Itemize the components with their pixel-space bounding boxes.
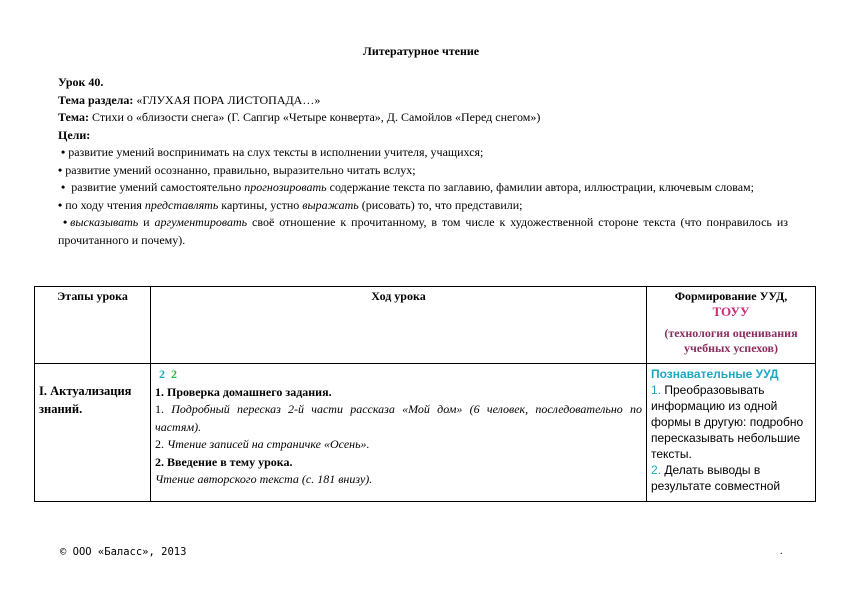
goal-1-text: развитие умений воспринимать на слух тексты в исполнении учителя, учащихся; xyxy=(68,145,484,159)
header-course: Ход урока xyxy=(151,287,647,364)
header-uud xyxy=(647,287,816,364)
homework-item-2-text: Чтение записей на страничке «Осень». xyxy=(167,437,370,451)
goal-4 xyxy=(58,197,788,215)
uud-item-2-text: Делать выводы в результате совместной xyxy=(651,463,781,493)
homework-item-2-num: 2. xyxy=(155,437,164,451)
uud-item-2-num: 2. xyxy=(651,463,662,477)
header-uud-line1: Формирование УУД, xyxy=(674,289,788,303)
goal-3-text-c: содержание текста по заглавию, фамилии автора, иллюстрации, ключевым словам; xyxy=(326,180,754,194)
uud-item-2 xyxy=(651,462,811,494)
lesson-table xyxy=(34,286,816,502)
table-header-row xyxy=(35,287,816,364)
goal-3-text-b: прогнозировать xyxy=(244,180,327,194)
homework-item-1-num: 1. xyxy=(155,402,164,416)
section-label: Тема раздела: xyxy=(58,92,134,107)
intro-text: Чтение авторского текста (с. 181 внизу). xyxy=(155,472,373,486)
page-title: Литературное чтение xyxy=(362,44,480,58)
bullet-icon: • xyxy=(58,162,63,177)
goal-4-text-a: по ходу чтения xyxy=(65,197,145,212)
goal-5-text-d: своё отношение к прочитанному, в том числе к художественной стороне текста (что понравилось из прочитанного и почему). xyxy=(58,215,789,247)
goal-5-text-c: аргументировать xyxy=(154,215,248,229)
marker-2: 2 xyxy=(171,367,177,381)
bullet-icon: • xyxy=(61,180,66,194)
goal-2 xyxy=(58,162,788,180)
bullet-icon: • xyxy=(61,145,66,159)
homework-item-1 xyxy=(155,401,642,436)
course-cell xyxy=(151,364,647,502)
bullet-icon: • xyxy=(58,197,63,212)
uud-title: Познавательные УУД xyxy=(651,367,779,381)
uud-cell xyxy=(647,364,816,502)
table-row xyxy=(35,364,816,502)
stage-text: I. Актуализация знаний. xyxy=(39,384,132,416)
goal-4-text-d: выражать xyxy=(302,197,359,212)
goal-5 xyxy=(58,214,788,249)
lesson-number: Урок 40. xyxy=(58,75,104,89)
goal-2-text: развитие умений осознанно, правильно, выразительно читать вслух; xyxy=(65,162,416,177)
goal-4-text-e: (рисовать) то, что представили; xyxy=(358,197,523,212)
homework-item-2 xyxy=(155,436,642,454)
marker-1: 2 xyxy=(159,367,165,381)
uud-item-1-text: Преобразовывать информацию из одной формы в другую: подробно пересказывать небольшие тексты. xyxy=(651,383,804,461)
bullet-icon: • xyxy=(62,215,68,229)
homework-item-1-text: Подробный пересказ 2-й части рассказа «Мой дом» (6 человек, последовательно по частям). xyxy=(155,402,643,434)
markers xyxy=(155,366,642,384)
goal-5-text-b: и xyxy=(138,215,155,229)
goals-label: Цели: xyxy=(58,127,91,142)
topic-label: Тема: xyxy=(58,110,89,124)
lesson-header xyxy=(58,74,788,249)
goal-3 xyxy=(58,179,788,197)
header-tech-line1: (технология оценивания xyxy=(664,326,798,340)
goal-4-text-b: представлять xyxy=(144,197,219,212)
stage-cell xyxy=(35,364,151,502)
uud-item-1 xyxy=(651,382,811,462)
intro-title: 2. Введение в тему урока. xyxy=(155,454,293,469)
header-stages: Этапы урока xyxy=(35,287,151,364)
header-tech-line2: учебных успехов) xyxy=(683,341,779,355)
uud-item-1-num: 1. xyxy=(651,383,662,397)
topic-line xyxy=(58,109,788,127)
footer-copyright: © ООО «Баласс», 2013 xyxy=(60,546,187,558)
footer-dot: . xyxy=(780,546,783,557)
section-value: «ГЛУХАЯ ПОРА ЛИСТОПАДА…» xyxy=(133,92,321,107)
section-line xyxy=(58,92,788,110)
goal-4-text-c: картины, устно xyxy=(218,197,303,212)
goal-1 xyxy=(58,144,788,162)
goal-5-text-a: высказывать xyxy=(70,215,139,229)
topic-value: Стихи о «близости снега» (Г. Сапгир «Четыре конверта», Д. Самойлов «Перед снегом») xyxy=(88,110,541,124)
homework-title: 1. Проверка домашнего задания. xyxy=(155,384,332,399)
header-touu: ТОУУ xyxy=(712,304,750,319)
goal-3-text-a: развитие умений самостоятельно xyxy=(68,180,245,194)
